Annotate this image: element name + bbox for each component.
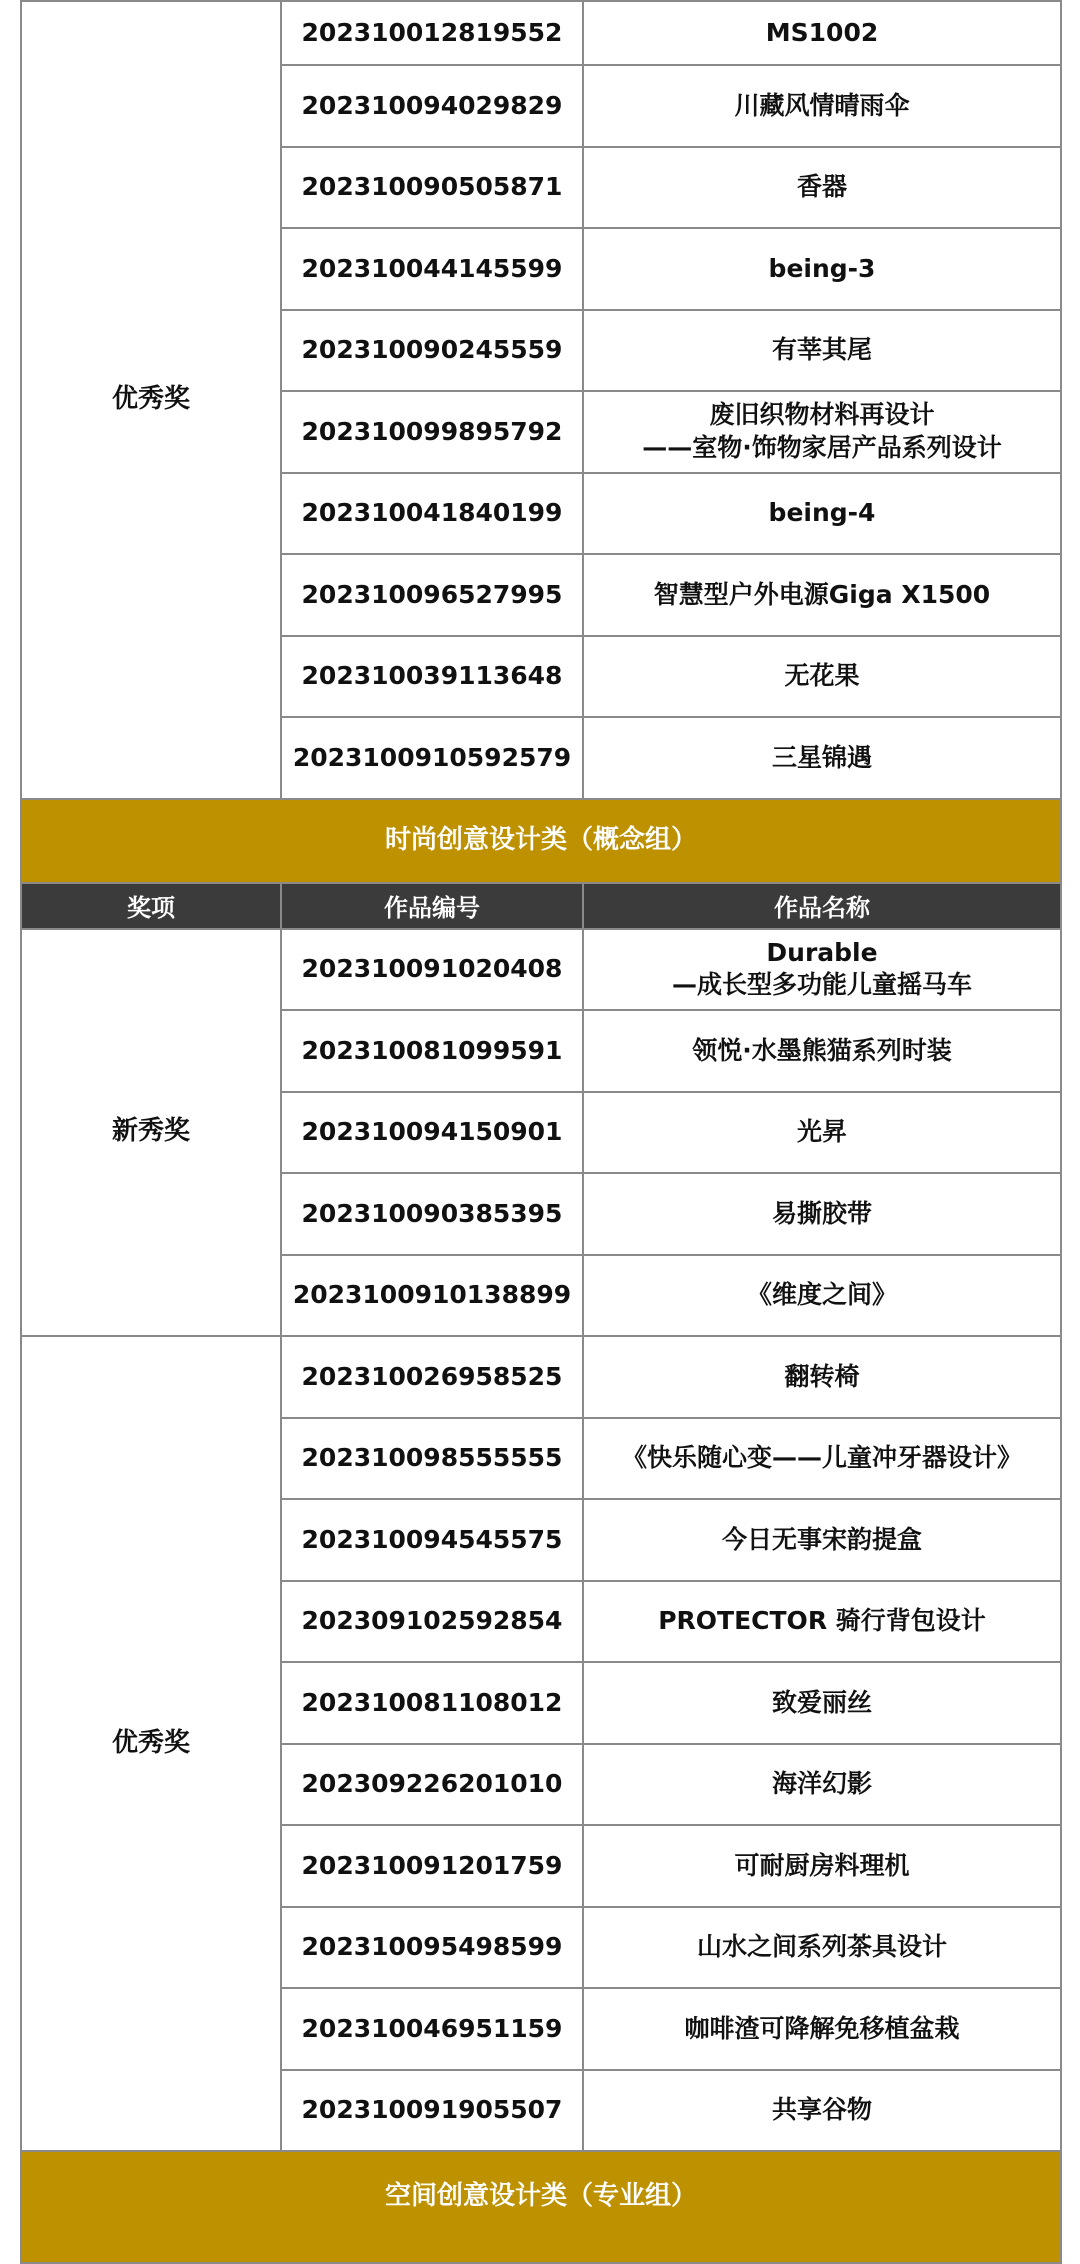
work-name-line1: Durable [766, 937, 878, 967]
work-name: 有莘其尾 [583, 310, 1061, 392]
work-name: being-4 [583, 473, 1061, 555]
work-name: 海洋幻影 [583, 1744, 1061, 1826]
section-title-row [21, 799, 1061, 883]
work-id: 202310012819552 [281, 1, 583, 65]
work-id: 202310044145599 [281, 228, 583, 310]
work-id: 202310041840199 [281, 473, 583, 555]
work-name-line2: —成长型多功能儿童摇马车 [671, 970, 972, 1000]
work-id: 202310096527995 [281, 554, 583, 636]
section-title: 空间创意设计类（专业组） [21, 2151, 1061, 2263]
work-name [583, 391, 1061, 473]
work-id: 202310090505871 [281, 147, 583, 229]
work-name: 《维度之间》 [583, 1255, 1061, 1337]
work-id: 202310094150901 [281, 1092, 583, 1174]
work-name: 山水之间系列茶具设计 [583, 1907, 1061, 1989]
work-name: 领悦·水墨熊猫系列时装 [583, 1010, 1061, 1092]
work-id: 202310090385395 [281, 1173, 583, 1255]
work-id: 202310090245559 [281, 310, 583, 392]
table-header-row [21, 883, 1061, 929]
work-name: 致爱丽丝 [583, 1662, 1061, 1744]
work-name: 三星锦遇 [583, 717, 1061, 799]
work-id: 202310039113648 [281, 636, 583, 718]
work-id: 2023100910592579 [281, 717, 583, 799]
header-name: 作品名称 [583, 883, 1061, 929]
section-title-row [21, 2151, 1061, 2263]
award-cell: 优秀奖 [21, 1336, 281, 2151]
work-id: 202310091201759 [281, 1825, 583, 1907]
work-name: MS1002 [583, 1, 1061, 65]
table-row [21, 1336, 1061, 1418]
work-name: PROTECTOR 骑行背包设计 [583, 1581, 1061, 1663]
work-id: 202310099895792 [281, 391, 583, 473]
work-name: 今日无事宋韵提盒 [583, 1499, 1061, 1581]
work-id: 202310091020408 [281, 929, 583, 1011]
work-name: 可耐厨房料理机 [583, 1825, 1061, 1907]
award-cell: 优秀奖 [21, 1, 281, 799]
awards-table-container [20, 0, 1060, 2264]
work-name: 香器 [583, 147, 1061, 229]
work-name-line1: 废旧织物材料再设计 [709, 400, 935, 430]
table-row [21, 929, 1061, 1011]
work-name: 光昇 [583, 1092, 1061, 1174]
work-id: 2023100910138899 [281, 1255, 583, 1337]
work-id: 202309226201010 [281, 1744, 583, 1826]
work-name: 川藏风情晴雨伞 [583, 65, 1061, 147]
work-name: 共享谷物 [583, 2070, 1061, 2152]
table-row [21, 1, 1061, 65]
award-cell: 新秀奖 [21, 929, 281, 1337]
section-title: 时尚创意设计类（概念组） [21, 799, 1061, 883]
work-name: being-3 [583, 228, 1061, 310]
work-name: 《快乐随心变——儿童冲牙器设计》 [583, 1418, 1061, 1500]
work-name-line2: ——室物·饰物家居产品系列设计 [642, 432, 1002, 462]
work-name: 咖啡渣可降解免移植盆栽 [583, 1988, 1061, 2070]
work-name: 翻转椅 [583, 1336, 1061, 1418]
work-name: 无花果 [583, 636, 1061, 718]
work-id: 202310091905507 [281, 2070, 583, 2152]
work-id: 202310081099591 [281, 1010, 583, 1092]
work-id: 202310094029829 [281, 65, 583, 147]
work-id: 202310026958525 [281, 1336, 583, 1418]
work-name: 智慧型户外电源Giga X1500 [583, 554, 1061, 636]
work-id: 202310046951159 [281, 1988, 583, 2070]
work-id: 202309102592854 [281, 1581, 583, 1663]
work-id: 202310098555555 [281, 1418, 583, 1500]
awards-table [20, 0, 1062, 2264]
work-id: 202310094545575 [281, 1499, 583, 1581]
work-name: 易撕胶带 [583, 1173, 1061, 1255]
work-id: 202310081108012 [281, 1662, 583, 1744]
work-name [583, 929, 1061, 1011]
work-id: 202310095498599 [281, 1907, 583, 1989]
header-award: 奖项 [21, 883, 281, 929]
header-id: 作品编号 [281, 883, 583, 929]
